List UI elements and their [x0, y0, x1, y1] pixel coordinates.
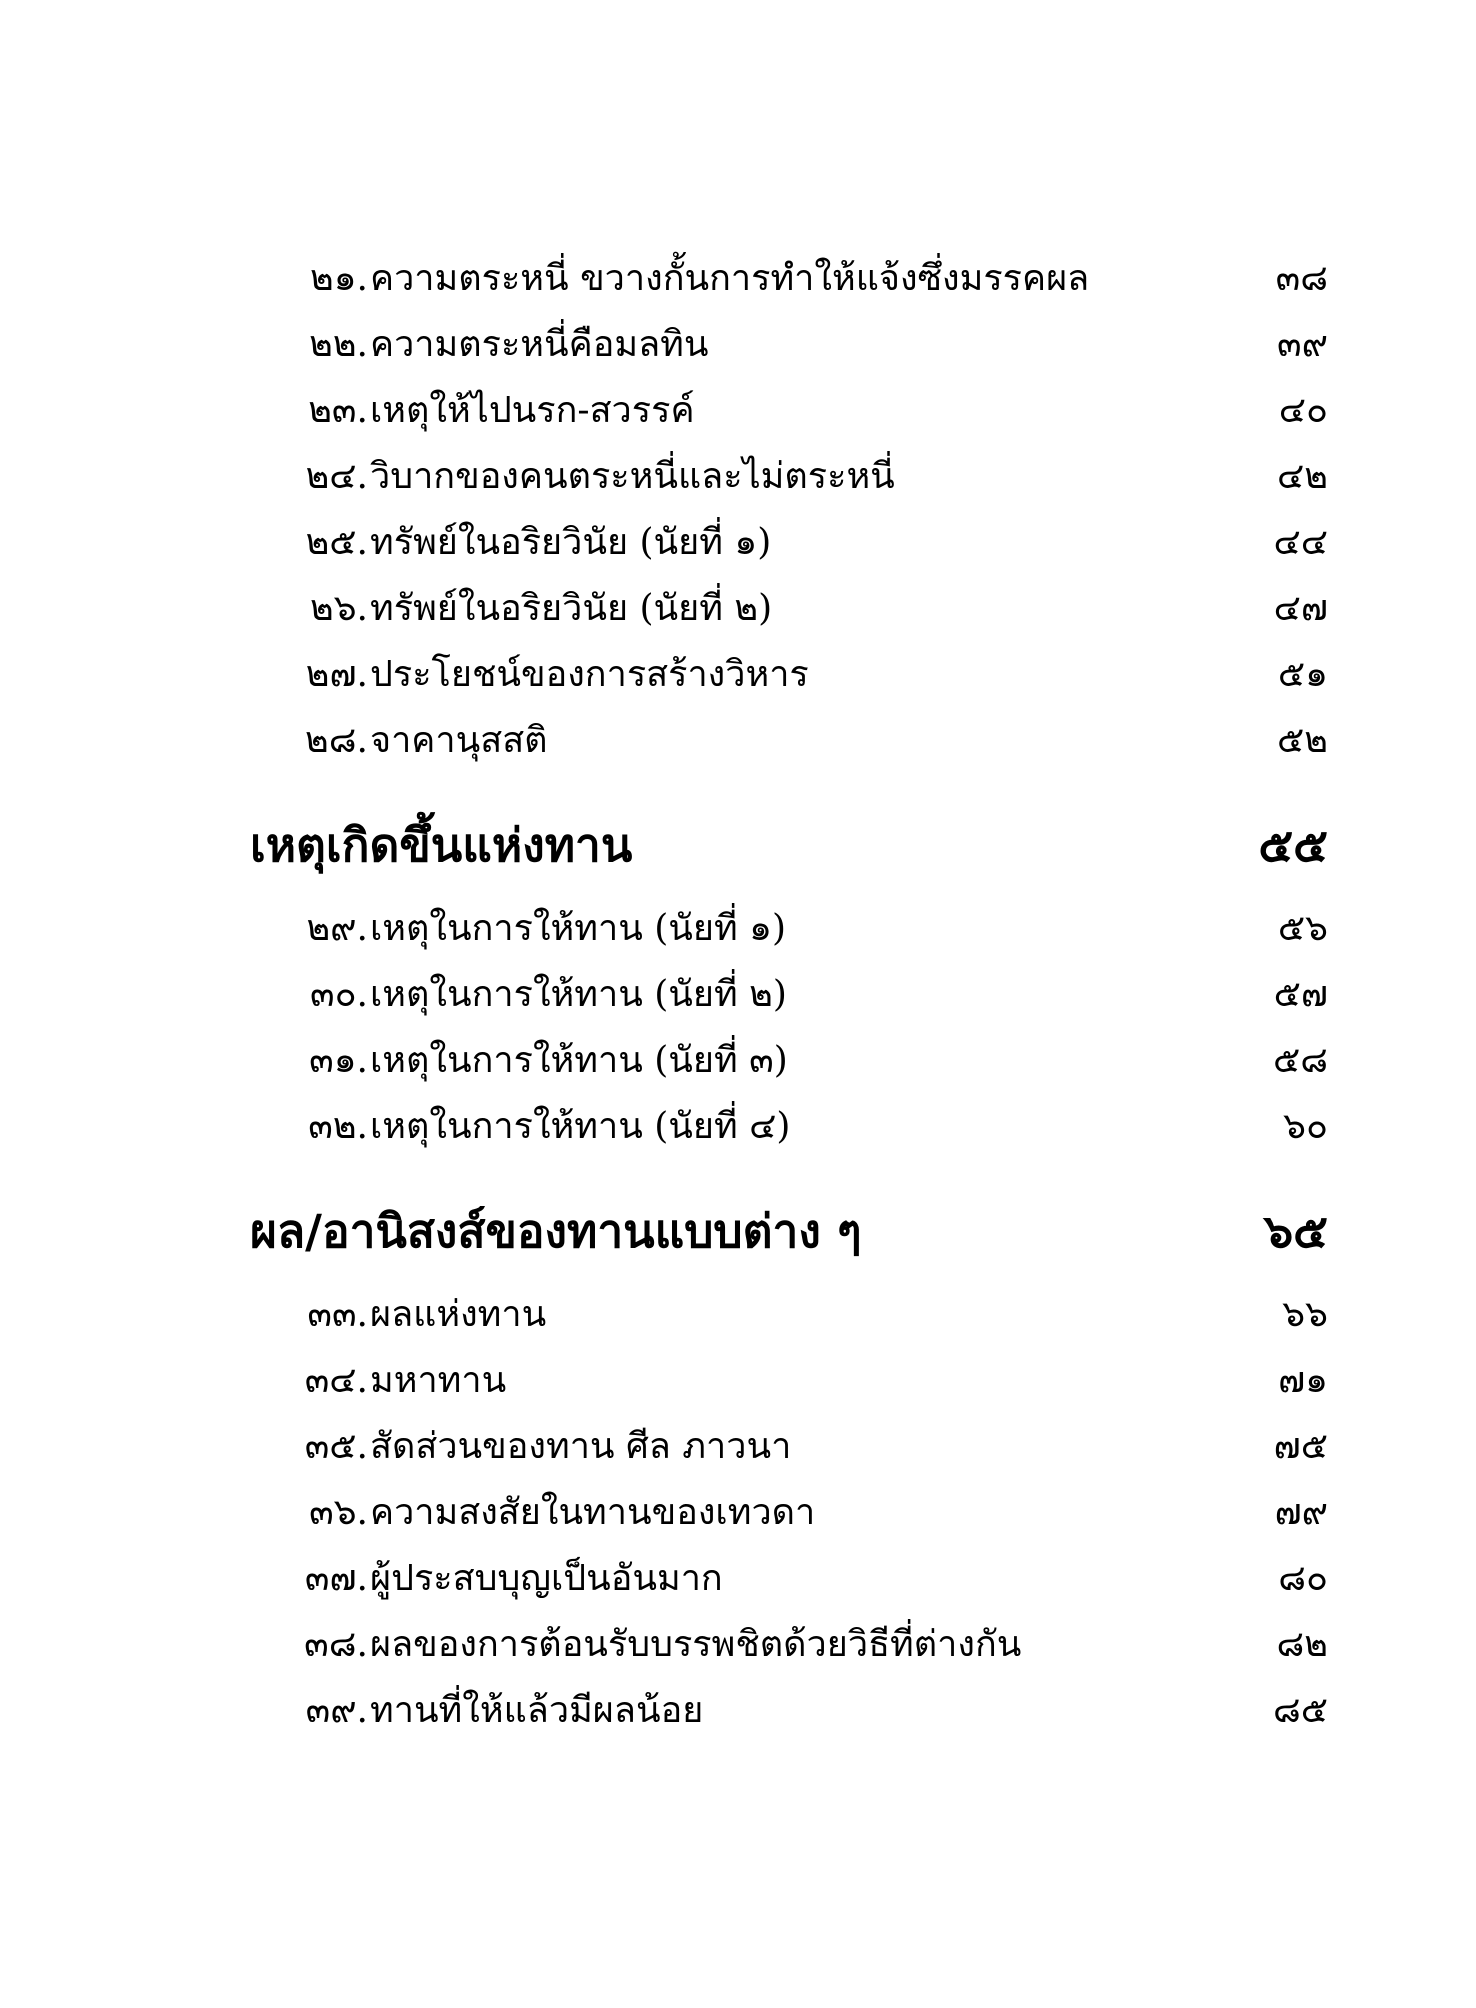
section-heading-results-of-giving: [0, 1193, 1476, 1269]
entry-number: ๒๘.: [305, 720, 368, 761]
toc-entry-32: [0, 1097, 1476, 1157]
section-title: ผล/อานิสงส์ของทานแบบต่าง ๆ: [250, 1204, 862, 1258]
entry-number: ๓๖.: [309, 1492, 368, 1533]
section-page-number: ๖๕: [1263, 1204, 1328, 1258]
entry-title: ผลแห่งทาน: [370, 1294, 547, 1335]
entry-title: เหตุในการให้ทาน (นัยที่ ๔): [370, 1106, 791, 1147]
entry-page-number: ๕๑: [1277, 654, 1328, 695]
toc-entry-27: [0, 645, 1476, 705]
entry-page-number: ๗๕: [1273, 1426, 1328, 1467]
entry-title: เหตุในการให้ทาน (นัยที่ ๒): [370, 974, 787, 1015]
entry-page-number: ๔๐: [1278, 390, 1328, 431]
toc-entry-30: [0, 965, 1476, 1025]
toc-entry-28: [0, 711, 1476, 771]
entry-title: ความสงสัยในทานของเทวดา: [370, 1492, 816, 1533]
entry-page-number: ๖๐: [1283, 1106, 1328, 1147]
entry-number: ๓๙.: [305, 1690, 368, 1731]
toc-entry-21: [0, 249, 1476, 309]
entry-page-number: ๘๒: [1276, 1624, 1328, 1665]
toc-entry-25: [0, 513, 1476, 573]
entry-title: เหตุในการให้ทาน (นัยที่ ๑): [370, 908, 787, 949]
entry-page-number: ๓๙: [1277, 324, 1328, 365]
entry-number: ๒๓.: [308, 390, 368, 431]
entry-number: ๒๗.: [305, 654, 368, 695]
entry-title: จาคานุสสติ: [370, 720, 548, 761]
entry-number: ๓๕.: [304, 1426, 368, 1467]
entry-page-number: ๔๗: [1273, 588, 1328, 629]
entry-title: ผู้ประสบบุญเป็นอันมาก: [370, 1558, 723, 1599]
toc-entry-26: [0, 579, 1476, 639]
toc-entry-37: [0, 1549, 1476, 1609]
toc-entry-33: [0, 1285, 1476, 1345]
entry-number: ๓๒.: [308, 1106, 368, 1147]
entry-title: ความตระหนี่คือมลทิน: [370, 324, 709, 365]
entry-number: ๓๘.: [304, 1624, 368, 1665]
entry-title: มหาทาน: [370, 1360, 507, 1401]
toc-entry-24: [0, 447, 1476, 507]
entry-page-number: ๘๐: [1278, 1558, 1328, 1599]
entry-title: สัดส่วนของทาน ศีล ภาวนา: [370, 1426, 792, 1467]
entry-page-number: ๖๖: [1282, 1294, 1328, 1335]
entry-number: ๒๖.: [309, 588, 368, 629]
entry-title: ประโยชน์ของการสร้างวิหาร: [370, 654, 809, 695]
entry-title: เหตุให้ไปนรก-สวรรค์: [370, 390, 695, 431]
toc-entry-23: [0, 381, 1476, 441]
entry-title: ความตระหนี่ ขวางกั้นการทำให้แจ้งซึ่งมรรคผล: [370, 258, 1090, 299]
entry-number: ๒๕.: [305, 522, 368, 563]
section-title: เหตุเกิดขึ้นแห่งทาน: [250, 818, 633, 872]
entry-number: ๒๑.: [309, 258, 368, 299]
entry-number: ๒๒.: [309, 324, 368, 365]
entry-number: ๓๓.: [307, 1294, 368, 1335]
toc-entry-29: [0, 899, 1476, 959]
toc-entry-35: [0, 1417, 1476, 1477]
toc-entry-39: [0, 1681, 1476, 1741]
toc-entry-36: [0, 1483, 1476, 1543]
entry-number: ๓๐.: [309, 974, 368, 1015]
entry-page-number: ๓๘: [1275, 258, 1328, 299]
toc-entry-38: [0, 1615, 1476, 1675]
toc-entry-34: [0, 1351, 1476, 1411]
entry-page-number: ๕๗: [1273, 974, 1328, 1015]
entry-title: ผลของการต้อนรับบรรพชิตด้วยวิธีที่ต่างกัน: [370, 1624, 1022, 1665]
entry-page-number: ๕๘: [1272, 1040, 1328, 1081]
entry-page-number: ๔๔: [1273, 522, 1328, 563]
entry-page-number: ๗๙: [1274, 1492, 1328, 1533]
entry-page-number: ๗๑: [1278, 1360, 1328, 1401]
entry-title: วิบากของคนตระหนี่และไม่ตระหนี่: [370, 456, 895, 497]
entry-number: ๓๗.: [304, 1558, 368, 1599]
toc-entry-31: [0, 1031, 1476, 1091]
entry-number: ๓๑.: [309, 1040, 368, 1081]
entry-page-number: ๕๖: [1277, 908, 1328, 949]
entry-page-number: ๔๒: [1277, 456, 1328, 497]
entry-number: ๓๔.: [304, 1360, 368, 1401]
section-heading-causes-of-giving: [0, 807, 1476, 883]
entry-page-number: ๕๒: [1277, 720, 1328, 761]
entry-title: เหตุในการให้ทาน (นัยที่ ๓): [370, 1040, 788, 1081]
entry-number: ๒๔.: [305, 456, 368, 497]
entry-number: ๒๙.: [306, 908, 368, 949]
section-page-number: ๕๕: [1258, 818, 1328, 872]
entry-title: ทานที่ให้แล้วมีผลน้อย: [370, 1690, 704, 1731]
entry-title: ทรัพย์ในอริยวินัย (นัยที่ ๒): [370, 588, 773, 629]
toc-entry-22: [0, 315, 1476, 375]
entry-page-number: ๘๕: [1272, 1690, 1328, 1731]
entry-title: ทรัพย์ในอริยวินัย (นัยที่ ๑): [370, 522, 772, 563]
